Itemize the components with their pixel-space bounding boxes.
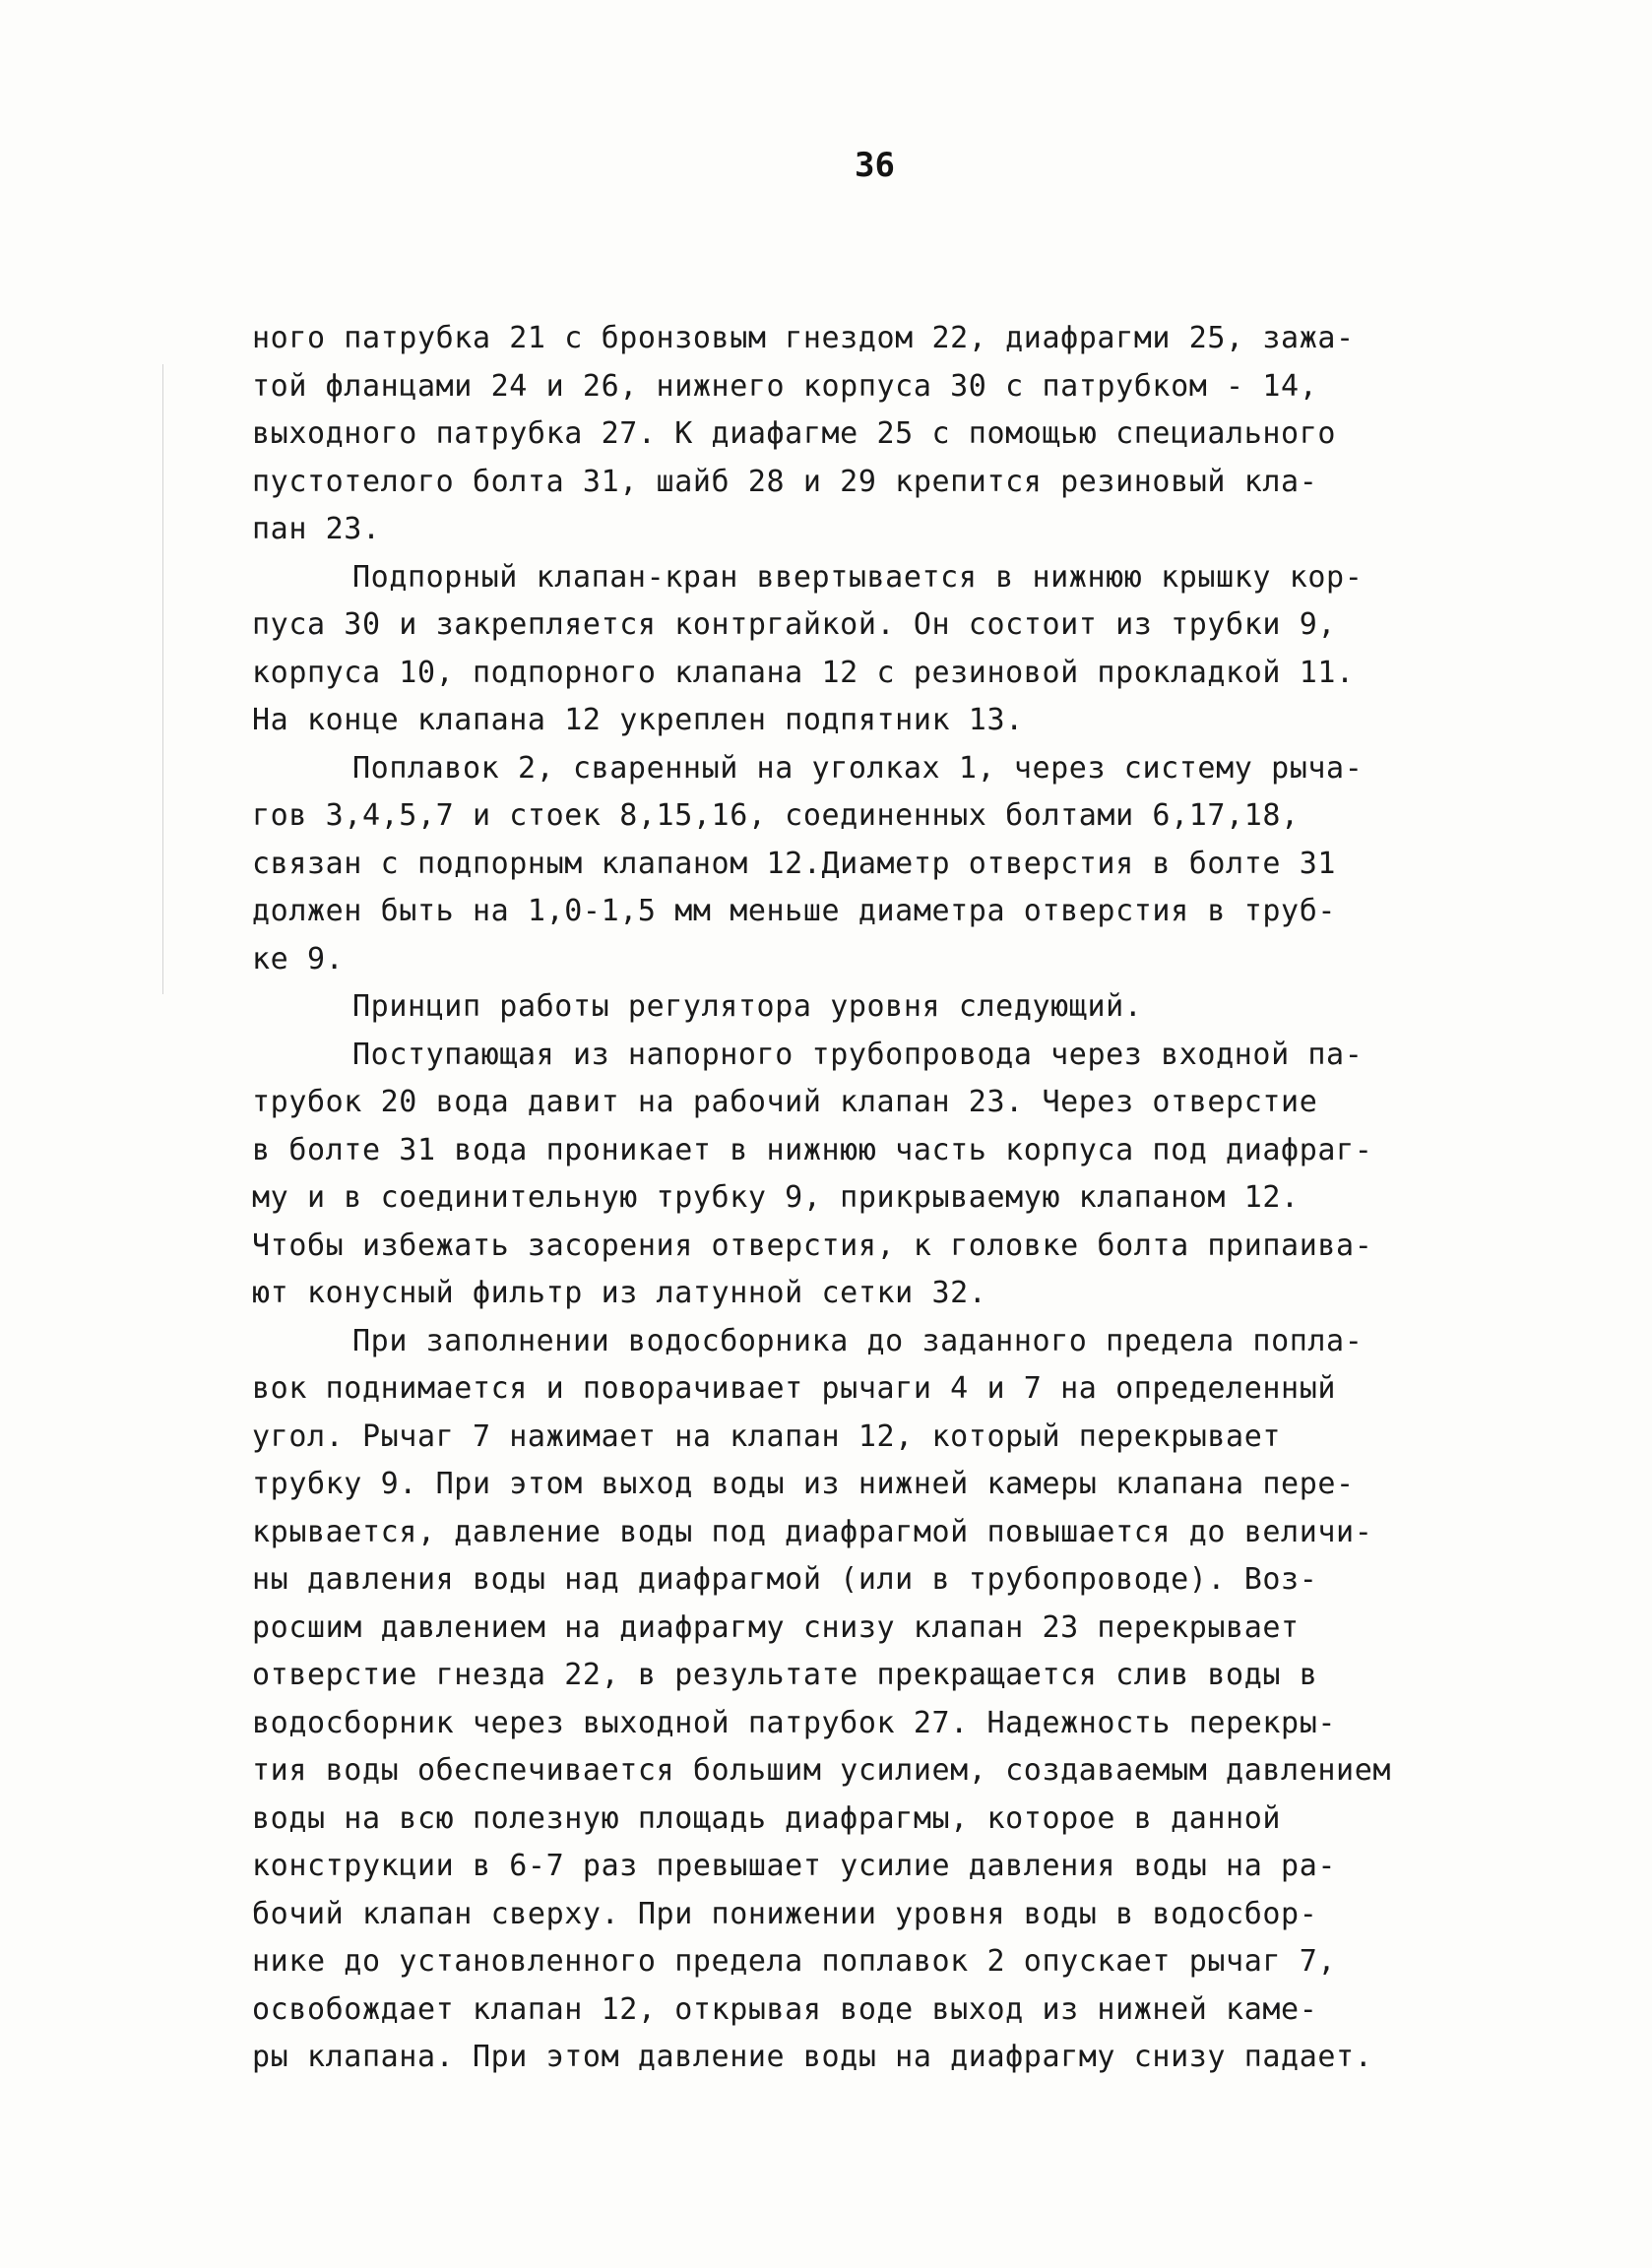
text-line: трубку 9. При этом выход воды из нижней камеры клапана пере- [252, 1467, 1355, 1501]
paragraph [252, 315, 1473, 554]
text-line: воды на всю полезную площадь диафрагмы, которое в данной [252, 1800, 1282, 1836]
text-line: нике до установленного предела поплавок 2 опускает рычаг 7, [252, 1944, 1337, 1979]
text-line: вок поднимается и поворачивает рычаги 4 и 7 на определенный [252, 1371, 1337, 1406]
text-line: отверстие гнезда 22, в результате прекращается слив воды в [252, 1658, 1318, 1692]
paragraph [252, 1318, 1473, 2082]
text-line: бочий клапан сверху. При понижении уровня воды в водосбор- [252, 1896, 1318, 1931]
text-line: ке 9. [252, 941, 345, 976]
text-line: корпуса 10, подпорного клапана 12 с резиновой прокладкой 11. [252, 655, 1355, 690]
text-line: На конце клапана 12 укреплен подпятник 13. [252, 703, 1024, 737]
text-line: должен быть на 1,0-1,5 мм меньше диаметра отверстия в труб- [252, 894, 1337, 928]
text-line: ного патрубка 21 с бронзовым гнездом 22, диафрагми 25, зажа- [252, 321, 1355, 355]
text-line: конструкции в 6-7 раз превышает усилие давления воды на ра- [252, 1849, 1337, 1883]
text-line: пустотелого болта 31, шайб 28 и 29 крепится резиновый кла- [252, 464, 1318, 499]
text-line: выходного патрубка 27. К диафагме 25 с помощью специального [252, 416, 1337, 451]
paragraph [252, 554, 1473, 745]
text-line: связан с подпорным клапаном 12.Диаметр отверстия в болте 31 [252, 846, 1337, 881]
text-line: в болте 31 вода проникает в нижнюю часть корпуса под диафраг- [252, 1132, 1373, 1167]
text-line: Поплавок 2, сваренный на уголках 1, через систему рыча- [352, 750, 1364, 786]
text-line: той фланцами 24 и 26, нижнего корпуса 30 с патрубком - 14, [252, 368, 1318, 404]
text-line: росшим давлением на диафрагму снизу клапан 23 перекрывает [252, 1609, 1300, 1645]
text-line: ры клапана. При этом давление воды на диафрагму снизу падает. [252, 2040, 1373, 2074]
text-line: му и в соединительную трубку 9, прикрываемую клапаном 12. [252, 1180, 1300, 1215]
text-line: ны давления воды над диафрагмой (или в трубопроводе). Воз- [252, 1562, 1318, 1597]
text-line: тия воды обеспечивается большим усилием, создаваемым давлением [252, 1753, 1392, 1788]
text-line: гов 3,4,5,7 и стоек 8,15,16, соединенных болтами 6,17,18, [252, 798, 1300, 833]
paragraph [252, 745, 1473, 984]
text-line: водосборник через выходной патрубок 27. Надежность перекры- [252, 1705, 1337, 1740]
text-line: крывается, давление воды под диафрагмой повышается до величи- [252, 1514, 1373, 1549]
text-line: освобождает клапан 12, открывая воде выход из нижней каме- [252, 1991, 1318, 2027]
text-line: При заполнении водосборника до заданного предела попла- [352, 1323, 1364, 1358]
body-text [252, 315, 1473, 2082]
text-line: ют конусный фильтр из латунной сетки 32. [252, 1276, 987, 1310]
text-line: Принцип работы регулятора уровня следующий. [352, 989, 1143, 1024]
margin-line [162, 364, 163, 994]
text-line: Чтобы избежать засорения отверстия, к головке болта припаива- [252, 1228, 1373, 1263]
text-line: пан 23. [252, 512, 381, 546]
page-number: 36 [855, 146, 895, 185]
paragraph [252, 983, 1473, 1032]
text-line: пуса 30 и закрепляется контргайкой. Он состоит из трубки 9, [252, 607, 1337, 642]
paragraph [252, 1032, 1473, 1318]
text-line: Поступающая из напорного трубопровода через входной па- [352, 1037, 1364, 1072]
text-line: трубок 20 вода давит на рабочий клапан 23. Через отверстие [252, 1085, 1318, 1119]
text-line: Подпорный клапан-кран ввертывается в нижнюю крышку кор- [352, 559, 1364, 595]
text-line: угол. Рычаг 7 нажимает на клапан 12, который перекрывает [252, 1418, 1282, 1454]
